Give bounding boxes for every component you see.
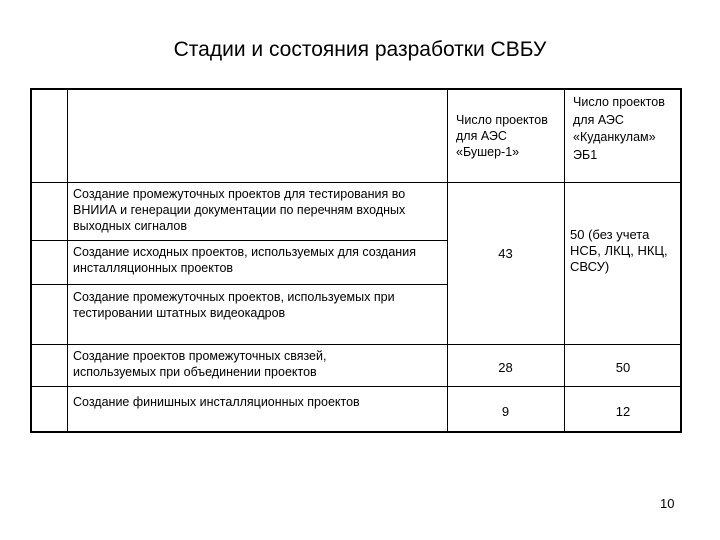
row-divider-1 xyxy=(32,240,447,241)
value-links-bushehr: 28 xyxy=(498,360,513,375)
stages-table xyxy=(30,88,682,433)
column-divider-3 xyxy=(564,90,565,431)
column-divider-1 xyxy=(67,90,68,431)
header-divider xyxy=(32,182,682,183)
value-links-kudankulam: 50 xyxy=(615,360,631,375)
row-text-4: Создание проектов промежуточных связей, используемых при объединении проектов xyxy=(73,349,327,379)
value-group-bushehr: 43 xyxy=(498,246,513,261)
row-divider-2 xyxy=(32,284,447,285)
row-text-3: Создание промежуточных проектов, используемых при тестировании штатных видеокадров xyxy=(73,290,395,320)
page-number: 10 xyxy=(660,496,675,511)
slide-title: Стадии и состояния разработки СВБУ xyxy=(173,38,547,61)
row-divider-3 xyxy=(32,344,682,345)
header-kudankulam: Число проектов для АЭС «Куданкулам» ЭБ1 xyxy=(573,95,665,162)
row-divider-4 xyxy=(32,386,682,387)
value-final-kudankulam: 12 xyxy=(615,404,631,419)
value-group-kudankulam: 50 (без учета НСБ, ЛКЦ, НКЦ, СВСУ) xyxy=(570,227,668,274)
row-text-5: Создание финишных инсталляционных проектов xyxy=(73,395,360,409)
value-final-bushehr: 9 xyxy=(501,404,510,419)
row-text-2: Создание исходных проектов, используемых для создания инсталляционных проектов xyxy=(73,245,416,275)
row-text-1: Создание промежуточных проектов для тестирования во ВНИИА и генерации документации по перечням входных выходных сигналов xyxy=(73,187,406,233)
header-bushehr: Число проектов для АЭС «Бушер-1» xyxy=(456,113,548,159)
